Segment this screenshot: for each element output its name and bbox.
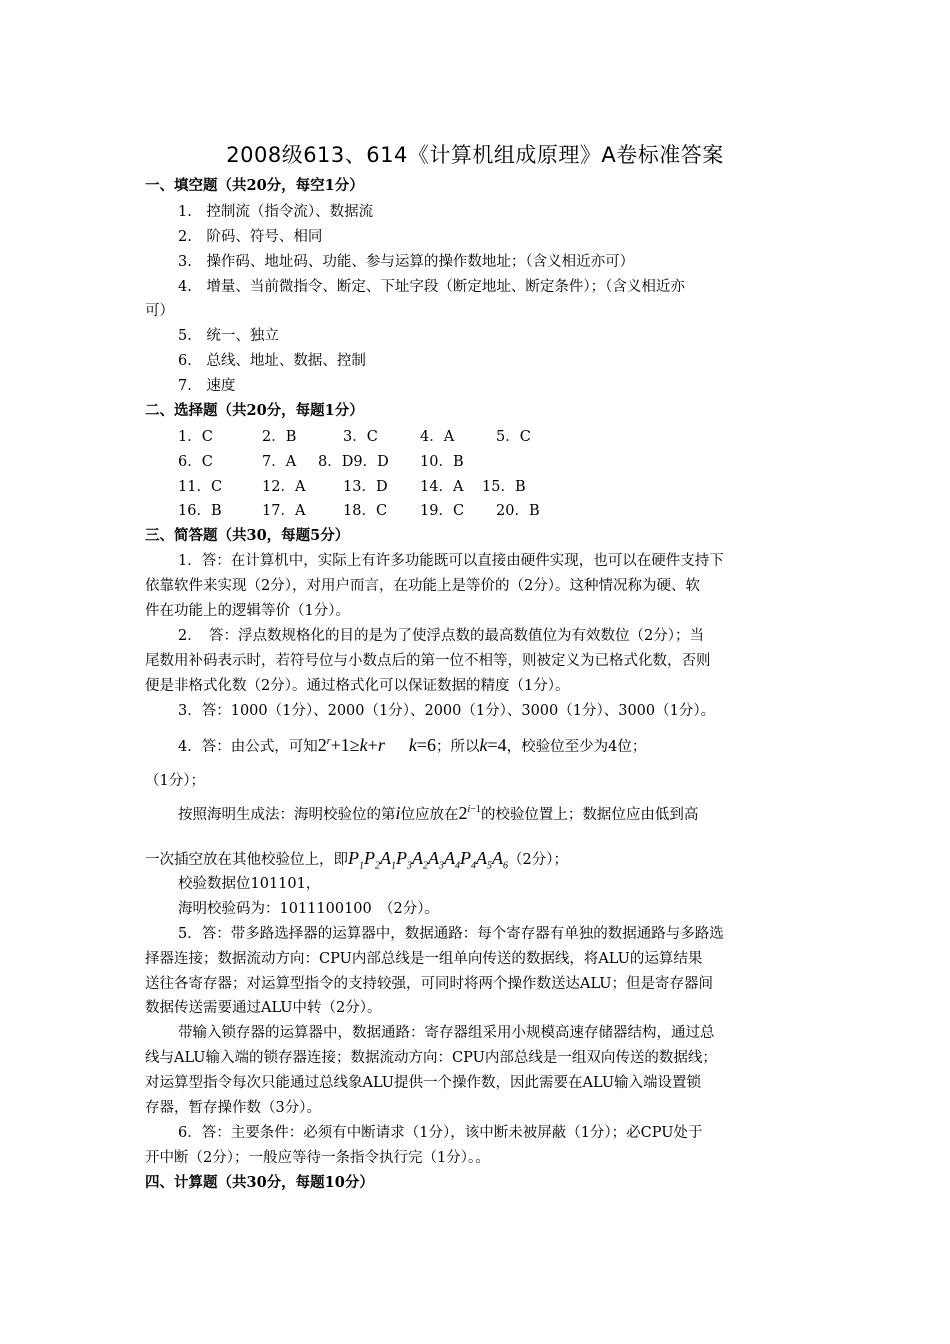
formula-k4: k=4 xyxy=(479,735,507,755)
answer-line: 2. 阶码、符号、相同 xyxy=(178,229,323,245)
answer-text: 的校验位置上；数据位应由低到高 xyxy=(480,807,699,823)
choice-answer: 2．B xyxy=(262,429,297,445)
answer-text: 位应放在 xyxy=(400,807,459,823)
choice-answer: 11．C xyxy=(178,479,223,495)
choice-answer: 4．A xyxy=(420,429,455,445)
answer-line: 5. 统一、独立 xyxy=(178,328,279,344)
choice-answer: 3．C xyxy=(343,429,378,445)
answer-line: 1．答：在计算机中，实际上有许多功能既可以直接由硬件实现，也可以在硬件支持下 xyxy=(178,553,724,569)
choice-answer: 10．B xyxy=(420,454,464,470)
answer-line: 4. 增量、当前微指令、断定、下址字段（断定地址、断定条件）；（含义相近亦 xyxy=(178,279,685,295)
answer-line: 线与ALU输入端的锁存器连接；数据流动方向：CPU内部总线是一组双向传送的数据线； xyxy=(145,1050,717,1066)
answer-line: 开中断（2分）；一般应等待一条指令执行完（1分）。。 xyxy=(145,1150,490,1166)
choice-answer: 14．A xyxy=(420,479,464,495)
choice-answer: 8．D9．D xyxy=(318,454,389,470)
answer-text: 一次插空放在其他校验位上，即 xyxy=(145,852,348,868)
answer-line: 对运算型指令每次只能通过总线象ALU提供一个操作数，因此需要在ALU输入端设置锁 xyxy=(145,1075,702,1091)
section-heading-short-answer: 三、简答题（共30，每题5分） xyxy=(145,527,350,544)
answer-line: 数据传送需要通过ALU中转（2分）。 xyxy=(145,1000,382,1016)
answer-line: 便是非格式化数（2分）。通过格式化可以保证数据的精度（1分）。 xyxy=(145,678,570,694)
answer-line: 2． 答：浮点数规格化的目的是为了使浮点数的最高数值位为有效数位（2分）；当 xyxy=(178,628,704,644)
answer-text: （2分）； xyxy=(508,852,568,868)
answer-line: 校验数据位101101， xyxy=(178,876,321,892)
answer-line: 7. 速度 xyxy=(178,378,236,394)
section-heading-choice: 二、选择题（共20分，每题1分） xyxy=(145,402,364,419)
answer-line: 6．答：主要条件：必须有中断请求（1分），该中断未被屏蔽（1分）；必CPU处于 xyxy=(178,1125,703,1141)
answer-text: ，校验位至少为4位； xyxy=(506,739,647,755)
choice-answer: 19．C xyxy=(420,503,465,519)
answer-line: 择器连接；数据流动方向：CPU内部总线是一组单向传送的数据线，将ALU的运算结果 xyxy=(145,951,703,967)
answer-text: 4．答：由公式，可知 xyxy=(178,739,318,755)
answer-text: 按照海明生成法：海明校验位的第 xyxy=(178,807,396,823)
answer-line: 6. 总线、地址、数据、控制 xyxy=(178,353,366,369)
formula-hamming-sequence: $P_1P_2A_1P_3A_2A_3A_4P_4A_5A_6$ xyxy=(348,848,508,872)
formula-i: i xyxy=(395,803,401,823)
answer-line: 5．答：带多路选择器的运算器中，数据通路：每个寄存器有单独的数据通路与多路选 xyxy=(178,926,724,942)
page-title: 2008级613、614《计算机组成原理》A卷标准答案 xyxy=(226,143,724,167)
section-heading-fill-in: 一、填空题（共20分，每空1分） xyxy=(145,177,364,194)
answer-line: 带输入锁存器的运算器中，数据通路：寄存器组采用小规模高速存储器结构，通过总 xyxy=(178,1025,715,1041)
answer-line: 1. 控制流（指令流）、数据流 xyxy=(178,204,374,220)
answer-line: 存器，暂存操作数（3分）。 xyxy=(145,1100,321,1116)
choice-answer: 15．B xyxy=(482,479,526,495)
formula-inequality: $2^r+1\ge k+r$ xyxy=(317,735,385,755)
answer-line: 件在功能上的逻辑等价（1分）。 xyxy=(145,603,350,619)
choice-answer: 5．C xyxy=(496,429,531,445)
choice-answer: 1．C xyxy=(178,429,213,445)
choice-answer: 7．A xyxy=(262,454,297,470)
answer-line-formula xyxy=(178,800,698,825)
answer-line: 3．答：1000（1分）、2000（1分）、2000（1分）、3000（1分）、3000（1分）。 xyxy=(178,703,716,719)
section-heading-calculation: 四、计算题（共30分，每题10分） xyxy=(145,1174,374,1191)
answer-line: 送往各寄存器；对运算型指令的支持较强，可同时将两个操作数送达ALU；但是寄存器间 xyxy=(145,976,714,992)
choice-answer: 6．C xyxy=(178,454,213,470)
choice-answer: 12．A xyxy=(262,479,306,495)
answer-line: 3. 操作码、地址码、功能、参与运算的操作数地址；（含义相近亦可） xyxy=(178,254,635,270)
answer-line: 依靠软件来实现（2分），对用户而言，在功能上是等价的（2分）。这种情况称为硬、软 xyxy=(145,578,700,594)
formula-k6: k=6 xyxy=(408,735,436,755)
choice-answer: 18．C xyxy=(343,503,388,519)
answer-line: 可） xyxy=(145,303,174,319)
answer-line-formula xyxy=(145,848,568,877)
choice-answer: 13．D xyxy=(343,479,388,495)
answer-line-formula xyxy=(178,732,646,757)
answer-text: ；所以 xyxy=(436,739,480,755)
answer-line: 尾数用补码表示时，若符号位与小数点后的第一位不相等，则被定义为已格式化数，否则 xyxy=(145,653,711,669)
answer-line: 海明校验码为：1011100100 （2分）。 xyxy=(178,901,439,917)
choice-answer: 20．B xyxy=(496,503,540,519)
formula-power: $2^{i-1}$ xyxy=(458,803,481,823)
choice-answer: 17．A xyxy=(262,503,306,519)
choice-answer: 16．B xyxy=(178,503,222,519)
answer-line: （1分）； xyxy=(145,773,205,789)
